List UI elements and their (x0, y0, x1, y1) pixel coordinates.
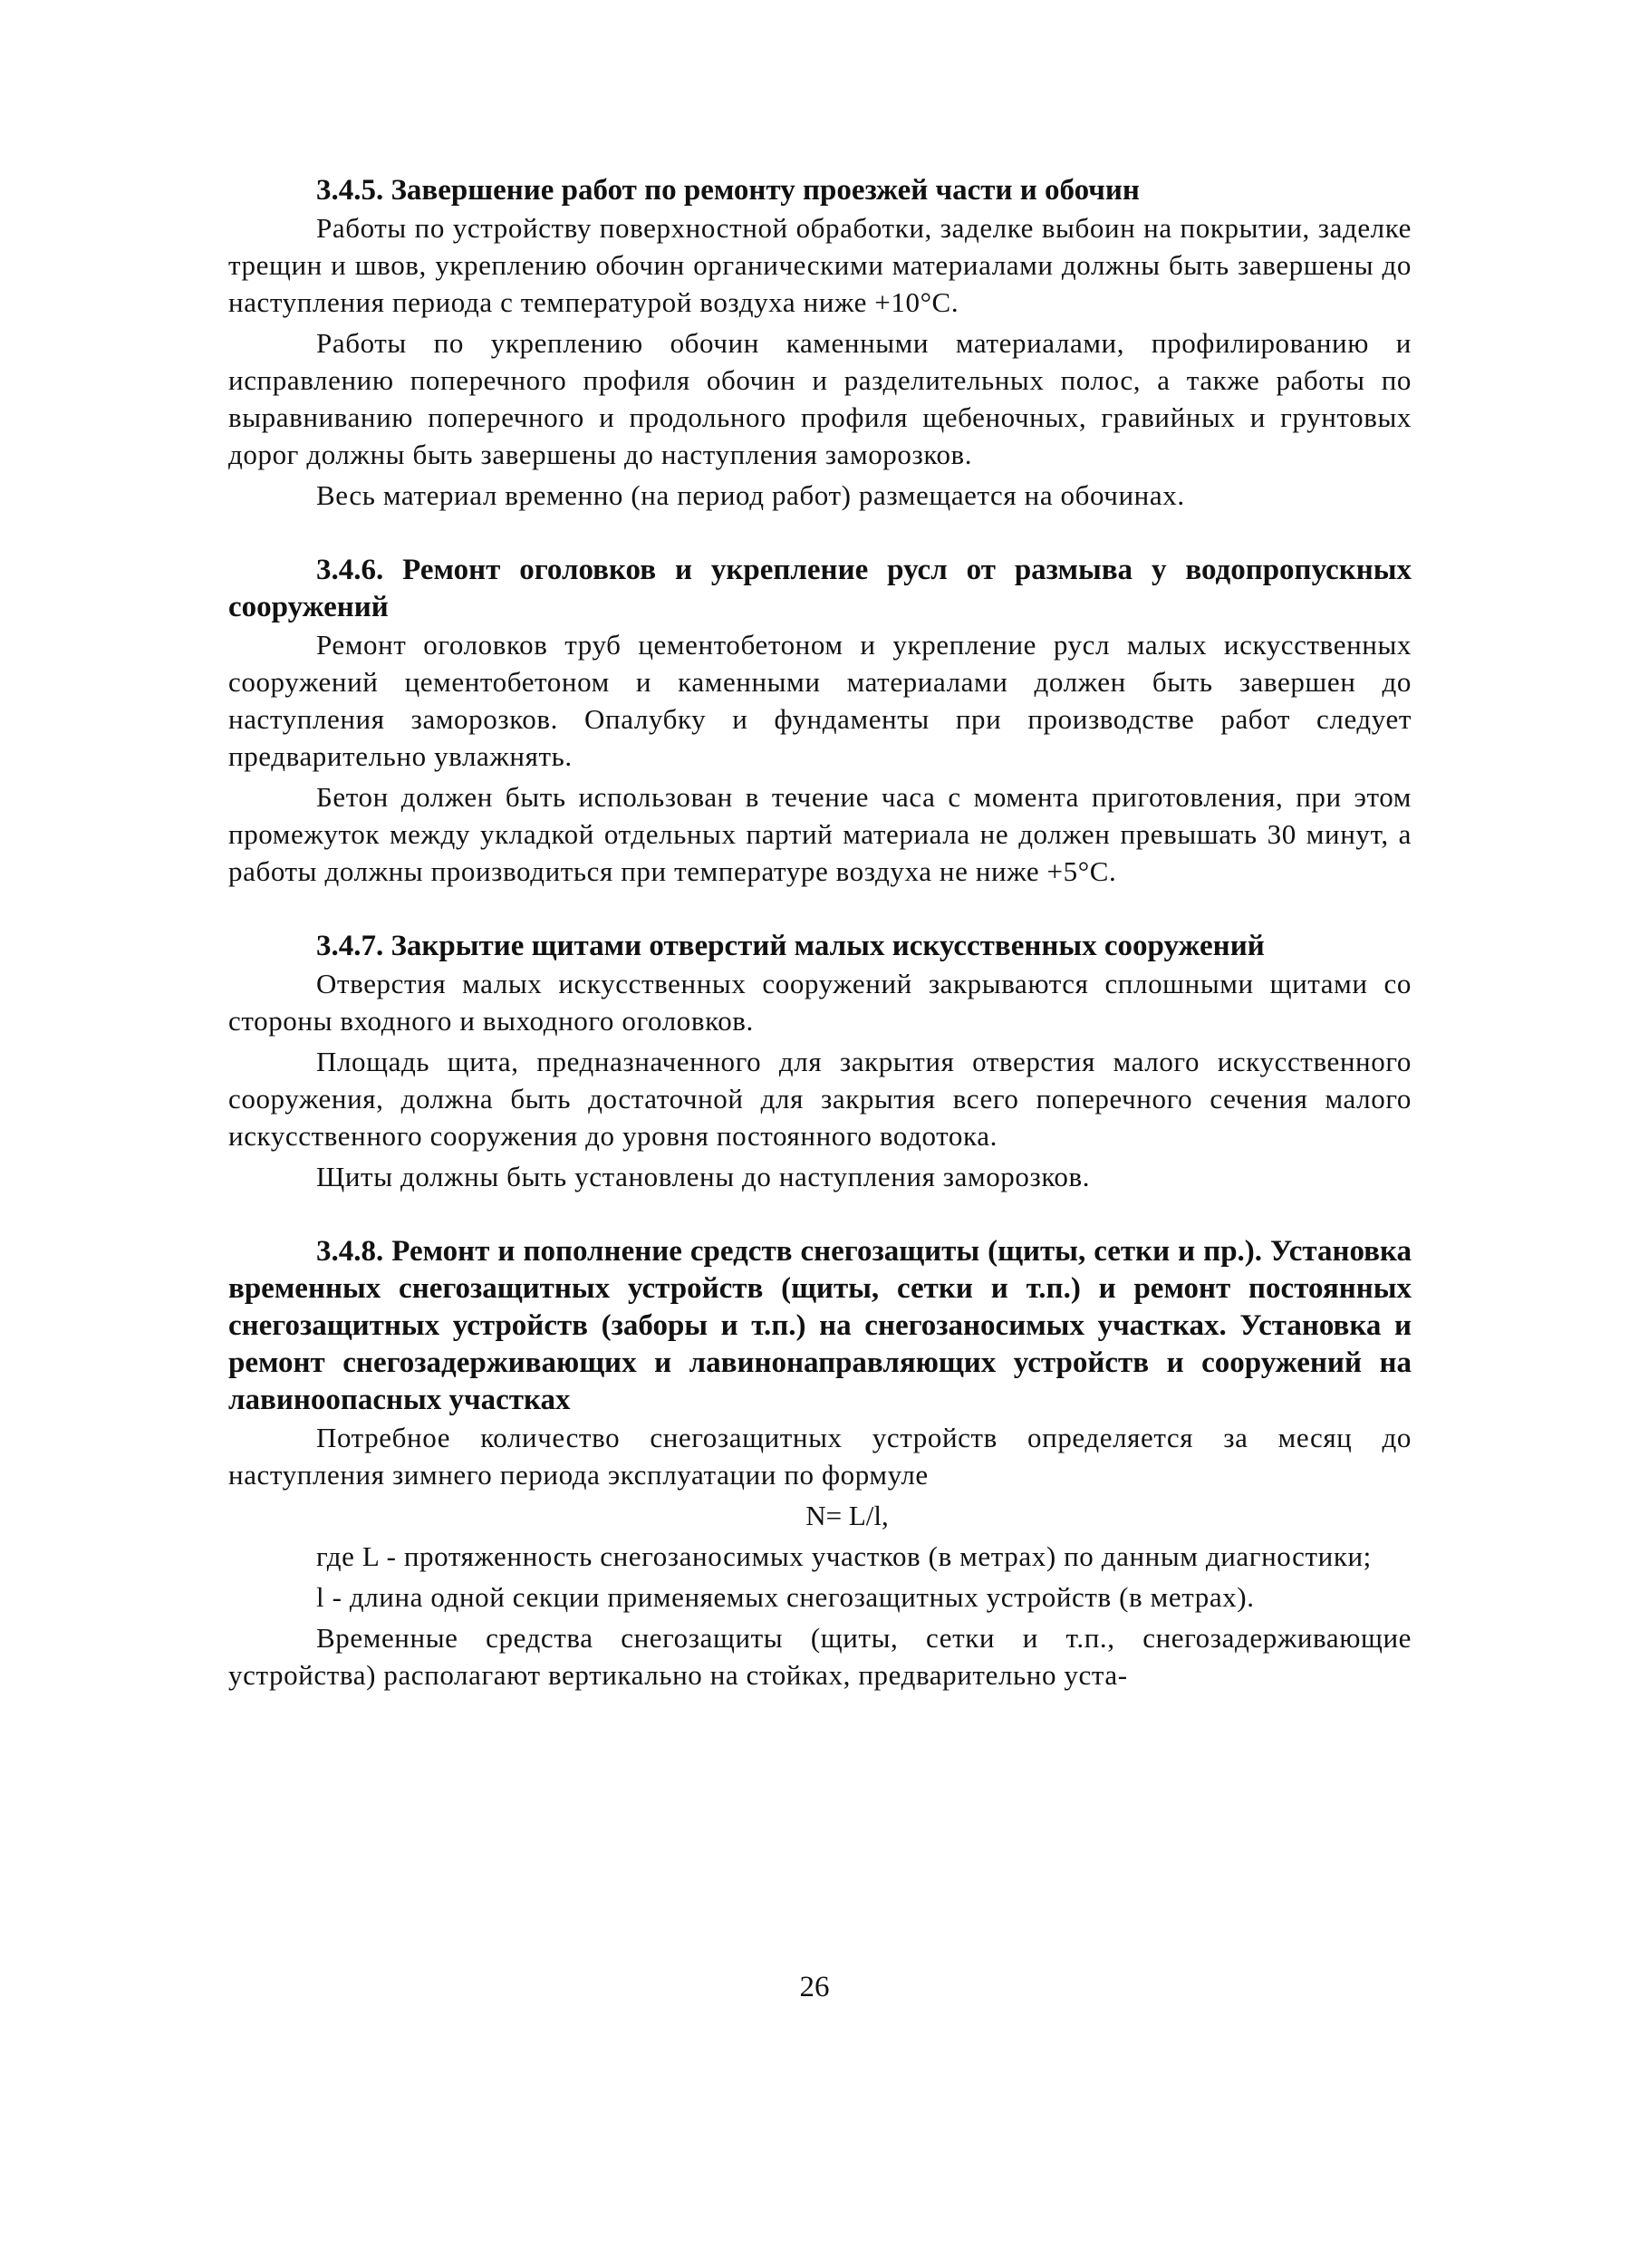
section-3-4-5 (228, 172, 1412, 514)
section-3-4-7 (228, 928, 1412, 1195)
paragraph: Работы по укреплению обочин каменными материалами, профилированию и исправлению поперечного профиля обочин и разделительных полос, а также работы по выравниванию поперечного и продольного профиля щебеночных, гравийных и грунтовых дорог должны быть завершены до наступления заморозков. (228, 327, 1412, 470)
paragraph: Щиты должны быть установлены до наступления заморозков. (316, 1161, 1091, 1192)
paragraph: Работы по устройству поверхностной обработки, заделке выбоин на покрытии, заделке трещин и швов, укреплению обочин органическими материалами должны быть завершены до наступления периода с температурой воздуха ниже +10°С. (228, 212, 1412, 318)
paragraph: Бетон должен быть использован в течение часа с момента приготовления, при этом промежуток между укладкой отдельных партий материала не должен превышать 30 минут, а работы должны производиться при температуре воздуха не ниже +5°С. (228, 781, 1412, 887)
section-3-4-8 (228, 1233, 1412, 1694)
section-heading: 3.4.8. Ремонт и пополнение средств снегозащиты (щиты, сетки и пр.). Установка временных снегозащитных устройств (щиты, сетки и т.п.) и ремонт постоянных снегозащитных устройств (заборы и т.п.) на снегозаносимых участках. Установка и ремонт снегозадерживающих и лавинонаправляющих устройств и сооружений на лавиноопасных участках (228, 1235, 1412, 1416)
paragraph: Площадь щита, предназначенного для закрытия отверстия малого искусственного сооружения, должна быть достаточной для закрытия всего поперечного сечения малого искусственного сооружения до уровня постоянного водотока. (228, 1046, 1412, 1152)
paragraph: l - длина одной секции применяемых снегозащитных устройств (в метрах). (316, 1581, 1255, 1613)
section-heading: 3.4.5. Завершение работ по ремонту проезжей части и обочин (316, 174, 1140, 207)
paragraph: Временные средства снегозащиты (щиты, сетки и т.п., снегозадерживающие устройства) располагают вертикально на стойках, предварительно уста- (228, 1622, 1412, 1691)
section-3-4-6 (228, 552, 1412, 890)
paragraph: Отверстия малых искусственных сооружений закрываются сплошными щитами со стороны входного и выходного оголовков. (228, 968, 1412, 1037)
formula: N= L/l, (805, 1500, 889, 1531)
paragraph: Ремонт оголовков труб цементобетоном и укрепление русл малых искусственных сооружений цементобетоном и каменными материалами должен быть завершен до наступления заморозков. Опалубку и фундаменты при производстве работ следует предварительно увлажнять. (228, 629, 1412, 772)
paragraph: Весь материал временно (на период работ) размещается на обочинах. (316, 479, 1185, 511)
section-heading: 3.4.7. Закрытие щитами отверстий малых искусственных сооружений (316, 930, 1265, 962)
paragraph: где L - протяженность снегозаносимых участков (в метрах) по данным диагностики; (316, 1540, 1372, 1572)
section-heading: 3.4.6. Ремонт оголовков и укрепление русл от размыва у водопропускных сооружений (228, 554, 1412, 623)
paragraph: Потребное количество снегозащитных устройств определяется за месяц до наступления зимнего периода эксплуатации по формуле (228, 1422, 1412, 1491)
page-number: 26 (799, 1971, 830, 2003)
